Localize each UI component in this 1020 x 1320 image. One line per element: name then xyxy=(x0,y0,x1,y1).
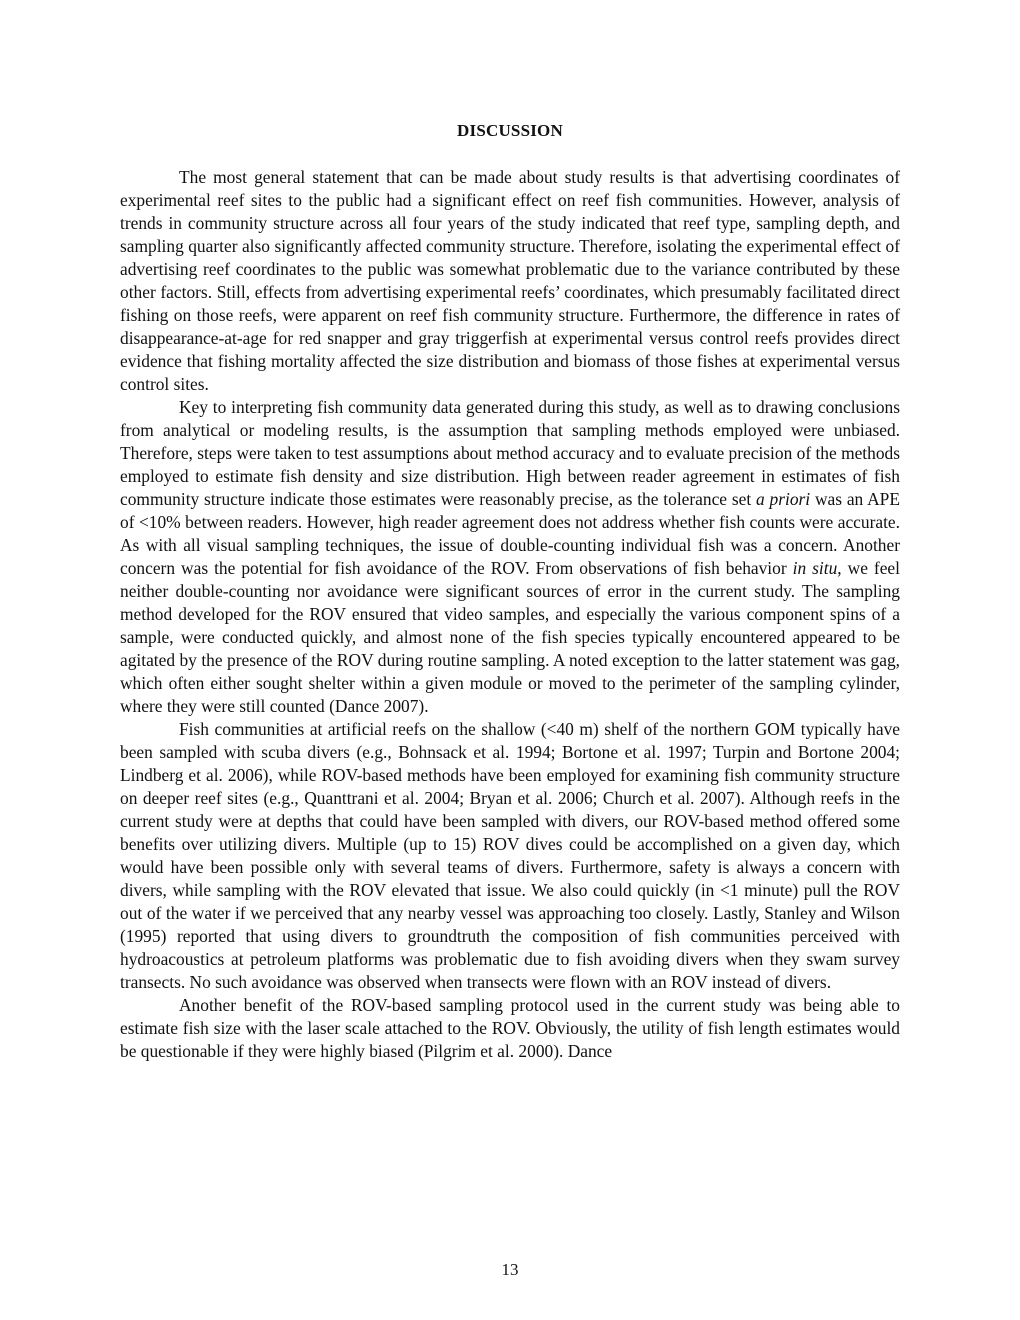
italic-in-situ: in situ xyxy=(792,558,838,578)
paragraph-4 xyxy=(120,994,900,1063)
paragraph-2-text-c: , we feel neither double-counting nor avoidance were significant sources of error in the current study. The sampling method developed for the ROV ensured that video samples, and especially the various component spins of a sample, were conducted quickly, and almost none of the fish species typically encountered appeared to be agitated by the presence of the ROV during routine sampling. A noted exception to the latter statement was gag, which often either sought shelter within a given module or moved to the perimeter of the sampling cylinder, where they were still counted (Dance 2007). xyxy=(120,558,900,716)
section-heading: DISCUSSION xyxy=(457,121,563,140)
body-text xyxy=(120,166,900,1063)
paragraph-1 xyxy=(120,166,900,396)
paragraph-4-text: Another benefit of the ROV-based sampling protocol used in the current study was being able to estimate fish size with the laser scale attached to the ROV. Obviously, the utility of fish length estimates would be questionable if they were highly biased (Pilgrim et al. 2000). Dance xyxy=(120,995,900,1061)
paragraph-2-text-a: Key to interpreting fish community data generated during this study, as well as to drawing conclusions from analytical or modeling results, is the assumption that sampling methods employed were unbiased. Therefore, steps were taken to test assumptions about method accuracy and to evaluate precision of the methods employed to estimate fish density and size distribution. High between reader agreement in estimates of fish community structure indicate those estimates were reasonably precise, as the tolerance set xyxy=(120,397,900,509)
paragraph-3-text: Fish communities at artificial reefs on the shallow (<40 m) shelf of the northern GOM typically have been sampled with scuba divers (e.g., Bohnsack et al. 1994; Bortone et al. 1997; Turpin and Bortone 2004; Lindberg et al. 2006), while ROV-based methods have been employed for examining fish community structure on deeper reef sites (e.g., Quanttrani et al. 2004; Bryan et al. 2006; Church et al. 2007). Although reefs in the current study were at depths that could have been sampled with divers, our ROV-based method offered some benefits over utilizing divers. Multiple (up to 15) ROV dives could be accomplished on a given day, which would have been possible only with several teams of divers. Furthermore, safety is always a concern with divers, while sampling with the ROV elevated that issue. We also could quickly (in <1 minute) pull the ROV out of the water if we perceived that any nearby vessel was approaching too closely. Lastly, Stanley and Wilson (1995) reported that using divers to groundtruth the composition of fish communities perceived with hydroacoustics at petroleum platforms was problematic due to fish avoiding divers when they swam survey transects. No such avoidance was observed when transects were flown with an ROV instead of divers. xyxy=(120,719,900,992)
paragraph-1-text: The most general statement that can be made about study results is that advertising coordinates of experimental reef sites to the public had a significant effect on reef fish communities. However, analysis of trends in community structure across all four years of the study indicated that reef type, sampling depth, and sampling quarter also significantly affected community structure. Therefore, isolating the experimental effect of advertising reef coordinates to the public was somewhat problematic due to the variance contributed by these other factors. Still, effects from advertising experimental reefs’ coordinates, which presumably facilitated direct fishing on those reefs, were apparent on reef fish community structure. Furthermore, the difference in rates of disappearance-at-age for red snapper and gray triggerfish at experimental versus control reefs provides direct evidence that fishing mortality affected the size distribution and biomass of those fishes at experimental versus control sites. xyxy=(120,167,900,394)
paragraph-2-text-b: was an APE of <10% between readers. However, high reader agreement does not address whether fish counts were accurate. As with all visual sampling techniques, the issue of double-counting individual fish was a concern. Another concern was the potential for fish avoidance of the ROV. From observations of fish behavior xyxy=(120,489,900,578)
page-number: 13 xyxy=(501,1260,519,1279)
paragraph-2 xyxy=(120,396,900,718)
italic-a-priori: a priori xyxy=(756,489,811,509)
paragraph-3 xyxy=(120,718,900,994)
